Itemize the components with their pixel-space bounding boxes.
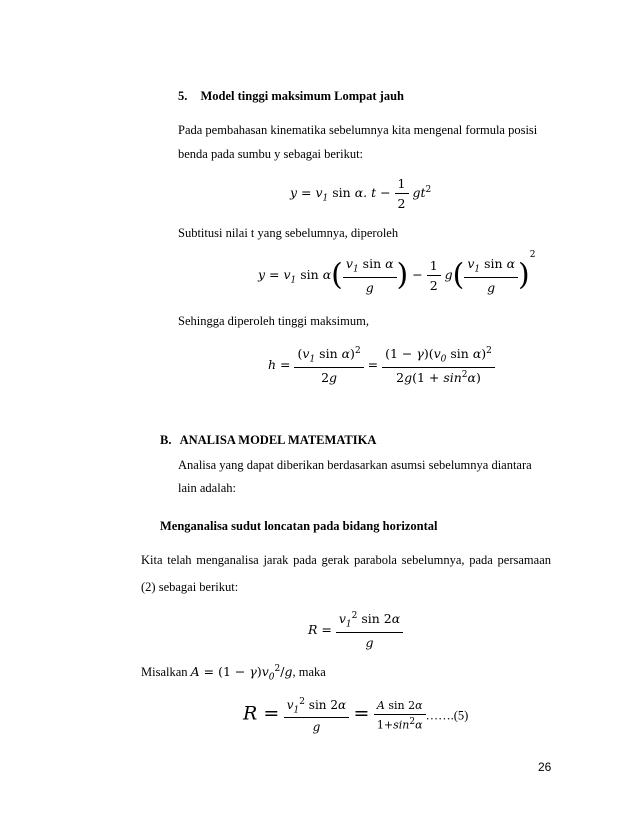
misalkan-prefix: Misalkan xyxy=(141,665,191,680)
misalkan-expression: $A = (1 - \gamma)v_0^2/g$ xyxy=(190,664,293,683)
section-5-number: 5. xyxy=(178,89,188,103)
equation-range: R = $\frac{v_1^2 \sin 2\alpha}{g}$ xyxy=(308,611,403,650)
section-5-intro-line-2: benda pada sumbu y sebagai berikut: xyxy=(178,147,364,161)
equation-max-height: h = $\frac{(v_1 \sin \alpha)^2}{2g}$ = $\frac{(1 - \gamma)(v_0 \sin \alpha)^2}{2g(1 + \sin^2\alpha)}$ xyxy=(268,346,495,385)
maximum-height-text: Sehingga diperoleh tinggi maksimum, xyxy=(178,314,369,328)
equation-position-y: $y = v_1$ sin α. t − $\frac{1}{2}$ $gt^2$ xyxy=(290,176,432,211)
paragraph-line-1: Kita telah menganalisa jarak pada gerak parabola sebelumnya, pada persamaan xyxy=(141,553,551,567)
misalkan-line xyxy=(141,664,326,683)
page-number: 26 xyxy=(538,760,552,774)
section-b-intro-line-2: lain adalah: xyxy=(178,481,236,495)
section-5-heading xyxy=(178,89,404,104)
misalkan-suffix: , maka xyxy=(292,665,326,680)
section-b-title: ANALISA MODEL MATEMATIKA xyxy=(179,433,377,447)
paragraph-line-2: (2) sebagai berikut: xyxy=(141,580,239,594)
equation-5-label: …….(5) xyxy=(425,708,469,723)
section-5-intro-line-1: Pada pembahasan kinematika sebelumnya kita mengenal formula posisi xyxy=(178,123,538,137)
section-b-letter: B. xyxy=(160,433,172,447)
section-b-intro-line-1: Analisa yang dapat diberikan berdasarkan asumsi sebelumnya diantara xyxy=(178,458,532,472)
equation-5: R = $\frac{v_1^2 \sin 2\alpha}{g}$ = $\frac{\text{A sin 2α}}{1+\sin^2\alpha}$ …….(5) xyxy=(243,697,469,735)
equation-substituted: $y = v_1$ sin α( $\frac{v_1 \sin \alpha}{g}$ ) − $\frac{1}{2}$ g( $\frac{v_1 \sin \alpha}{g}$ )$^2$ xyxy=(258,250,536,295)
subheading: Menganalisa sudut loncatan pada bidang horizontal xyxy=(160,519,438,533)
substitution-text: Subtitusi nilai t yang sebelumnya, diperoleh xyxy=(178,226,399,240)
section-5-title: Model tinggi maksimum Lompat jauh xyxy=(200,89,404,103)
section-b-heading xyxy=(160,433,376,448)
